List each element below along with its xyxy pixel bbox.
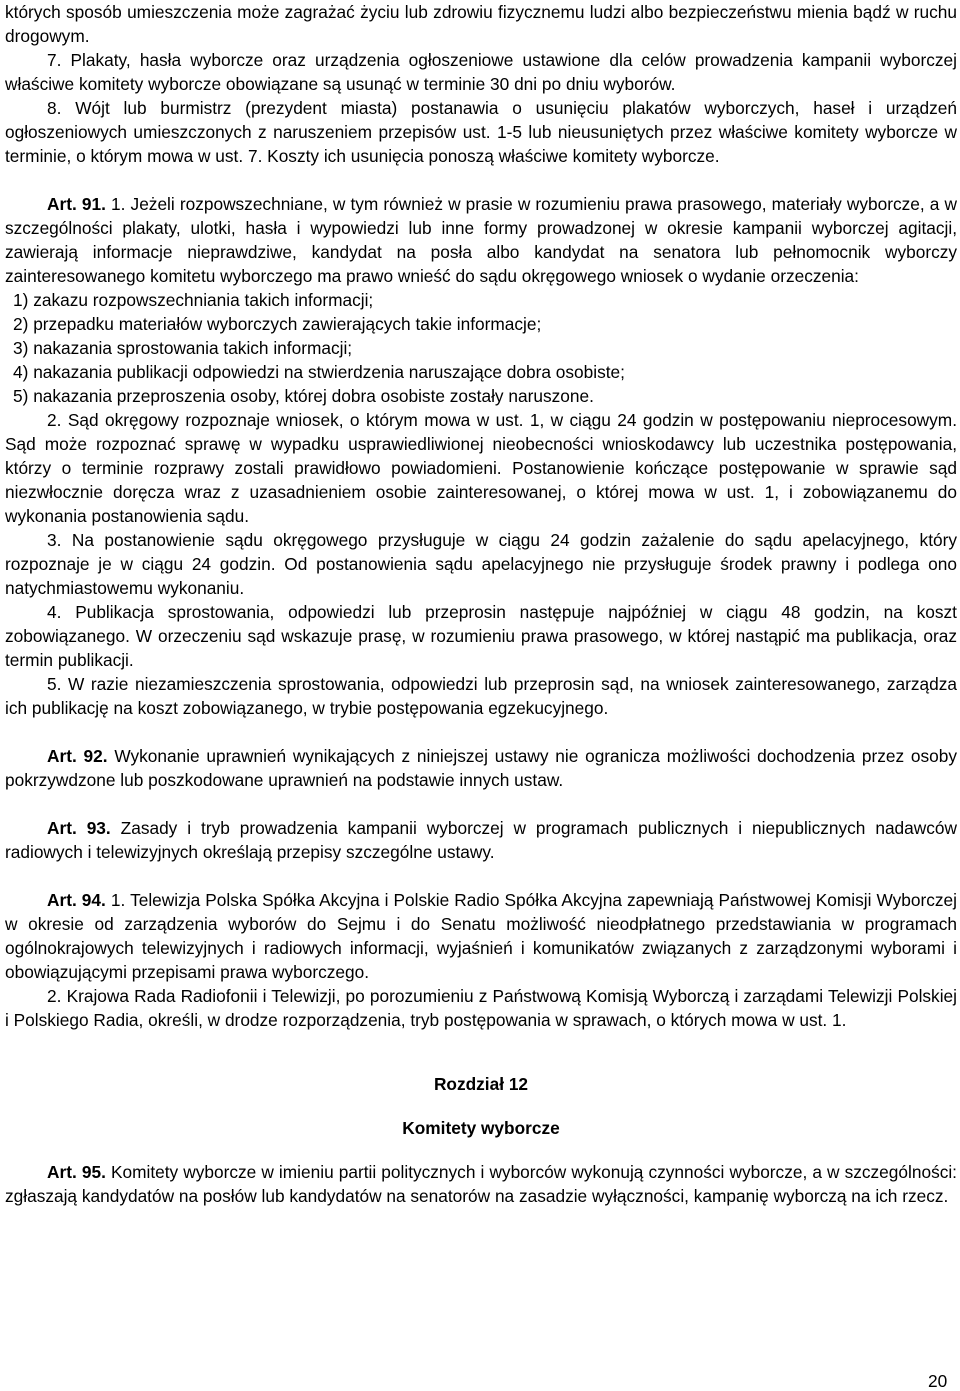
list-item-text: nakazania publikacji odpowiedzi na stwierdzenia naruszające dobra osobiste; <box>33 362 625 382</box>
article-93 <box>5 816 957 864</box>
list-item-text: nakazania sprostowania takich informacji; <box>33 338 353 358</box>
list-item-number: 4) <box>13 362 29 382</box>
list-item-number: 2) <box>13 314 29 334</box>
spacer <box>5 864 957 888</box>
article-91-ust-5 <box>5 672 957 720</box>
continuation-paragraph <box>5 0 957 48</box>
list-item-number: 5) <box>13 386 29 406</box>
article-94-ust-2-number: 2. <box>47 986 62 1006</box>
spacer <box>5 1096 957 1116</box>
article-92-label: Art. 92. <box>47 746 108 766</box>
list-item-number: 1) <box>13 290 29 310</box>
article-92 <box>5 744 957 792</box>
list-item <box>5 360 957 384</box>
article-91-ust-2-number: 2. <box>47 410 62 430</box>
article-94-ust-1-number: 1. <box>110 890 126 910</box>
article-91-ust-3 <box>5 528 957 600</box>
spacer <box>5 168 957 192</box>
article-94-ust-2 <box>5 984 957 1032</box>
article-94-ust-1 <box>5 888 957 984</box>
spacer <box>5 1056 957 1072</box>
article-91-ust-1-number: 1. <box>111 194 126 214</box>
article-91-ust-3-number: 3. <box>47 530 62 550</box>
list-item <box>5 312 957 336</box>
paragraph-7 <box>5 48 957 96</box>
spacer <box>5 1140 957 1160</box>
paragraph-8-text: Wójt lub burmistrz (prezydent miasta) postanawia o usunięciu plakatów wyborczych, haseł i urządzeń ogłoszeniowych umieszczonych z naruszeniem przepisów ust. 1-5 lub nieusuniętych przez właściwe komitety wyborcze w terminie, o którym mowa w ust. 7. Koszty ich usunięcia ponoszą właściwe komitety wyborcze. <box>5 98 957 166</box>
article-93-text: Zasady i tryb prowadzenia kampanii wyborczej w programach publicznych i niepublicznych nadawców radiowych i telewizyjnych określają przepisy szczególne ustawy. <box>5 818 957 862</box>
article-91-ust-2 <box>5 408 957 528</box>
article-91-ust-1-text: Jeżeli rozpowszechniane, w tym również w prasie w rozumieniu prawa prasowego, materiały wyborcze, a w szczególności plakaty, ulotki, hasła i wypowiedzi lub inne formy prowadzonej w okresie kampanii wyborczej agitacji, zawierają informacje nieprawdziwe, kandydat na posła albo kandydat na senatora lub pełnomocnik wyborczy zainteresowanego komitetu wyborczego ma prawo wnieść do sądu okręgowego wniosek o wydanie orzeczenia: <box>5 194 957 286</box>
document-page <box>5 0 957 1208</box>
article-91-ust-4-number: 4. <box>47 602 62 622</box>
list-item-text: nakazania przeproszenia osoby, której dobra osobiste zostały naruszone. <box>33 386 594 406</box>
article-91-label: Art. 91. <box>47 194 106 214</box>
article-91-ust-4 <box>5 600 957 672</box>
article-95 <box>5 1160 957 1208</box>
list-item <box>5 336 957 360</box>
article-91-ust-2-text: Sąd okręgowy rozpoznaje wniosek, o którym mowa w ust. 1, w ciągu 24 godzin w postępowaniu nieprocesowym. Sąd może rozpoznać sprawę w wypadku usprawiedliwionej nieobecności wnioskodawcy lub uczestnika postępowania, którzy o terminie rozprawy zostali prawidłowo powiadomieni. Postanowienie kończące postępowanie w sprawie sąd niezwłocznie doręcza wraz z uzasadnieniem osobie zainteresowanej, o której mowa w ust. 1, i zobowiązanemu do wykonania postanowienia sądu. <box>5 410 957 526</box>
article-95-text: Komitety wyborcze w imieniu partii politycznych i wyborców wykonują czynności wyborcze, a w szczególności: zgłaszają kandydatów na posłów lub kandydatów na senatorów na zasadzie wyłączności, kampanię wyborczą na ich rzecz. <box>5 1162 957 1206</box>
list-item <box>5 288 957 312</box>
article-91-ust-5-text: W razie niezamieszczenia sprostowania, odpowiedzi lub przeprosin sąd, na wniosek zainteresowanego, zarządza ich publikację na koszt zobowiązanego, w trybie postępowania egzekucyjnego. <box>5 674 957 718</box>
article-91-ust-5-number: 5. <box>47 674 62 694</box>
chapter-number: Rozdział 12 <box>433 1074 529 1094</box>
article-94-ust-2-text: Krajowa Rada Radiofonii i Telewizji, po porozumieniu z Państwową Komisją Wyborczą i zarządami Telewizji Polskiej i Polskiego Radia, określi, w drodze rozporządzenia, tryb postępowania w sprawach, o których mowa w ust. 1. <box>5 986 957 1030</box>
paragraph-7-number: 7. <box>47 50 62 70</box>
paragraph-7-text: Plakaty, hasła wyborcze oraz urządzenia ogłoszeniowe ustawione dla celów prowadzenia kampanii wyborczej właściwe komitety wyborcze obowiązane są usunąć w terminie 30 dni po dniu wyborów. <box>5 50 957 94</box>
spacer <box>5 720 957 744</box>
article-94-label: Art. 94. <box>47 890 106 910</box>
article-93-label: Art. 93. <box>47 818 111 838</box>
article-91-ust-1 <box>5 192 957 288</box>
article-95-label: Art. 95. <box>47 1162 106 1182</box>
spacer <box>5 1032 957 1056</box>
page-number: 20 <box>928 1371 948 1391</box>
list-item-text: zakazu rozpowszechniania takich informacji; <box>33 290 374 310</box>
article-92-text: Wykonanie uprawnień wynikających z niniejszej ustawy nie ogranicza możliwości dochodzenia przez osoby pokrzywdzone lub poszkodowane uprawnień na podstawie innych ustaw. <box>5 746 957 790</box>
chapter-title: Komitety wyborcze <box>402 1118 560 1138</box>
list-item <box>5 384 957 408</box>
paragraph-8-number: 8. <box>47 98 62 118</box>
list-item-number: 3) <box>13 338 29 358</box>
paragraph-8 <box>5 96 957 168</box>
article-94-ust-1-text: Telewizja Polska Spółka Akcyjna i Polskie Radio Spółka Akcyjna zapewniają Państwowej Komisji Wyborczej w okresie od zarządzenia wyborów do Sejmu i do Senatu możliwość nieodpłatnego przedstawiania w programach ogólnokrajowych telewizyjnych i radiowych informacji, wyjaśnień i komunikatów związanych z zarządzonymi wyborami i obowiązującymi przepisami prawa wyborczego. <box>5 890 958 982</box>
spacer <box>5 792 957 816</box>
list-item-text: przepadku materiałów wyborczych zawierających takie informacje; <box>33 314 542 334</box>
article-91-ust-4-text: Publikacja sprostowania, odpowiedzi lub przeprosin następuje najpóźniej w ciągu 48 godzin, na koszt zobowiązanego. W orzeczeniu sąd wskazuje prasę, w rozumieniu prawa prasowego, w której nastąpić ma publikacja, oraz termin publikacji. <box>5 602 957 670</box>
continuation-text: których sposób umieszczenia może zagrażać życiu lub zdrowiu fizycznemu ludzi albo bezpieczeństwu mienia bądź w ruchu drogowym. <box>5 2 957 46</box>
article-91-ust-3-text: Na postanowienie sądu okręgowego przysługuje w ciągu 24 godzin zażalenie do sądu apelacyjnego, który rozpoznaje je w ciągu 24 godzin. Od postanowienia sądu apelacyjnego nie przysługuje środek prawny i podlega ono natychmiastowemu wykonaniu. <box>5 530 957 598</box>
